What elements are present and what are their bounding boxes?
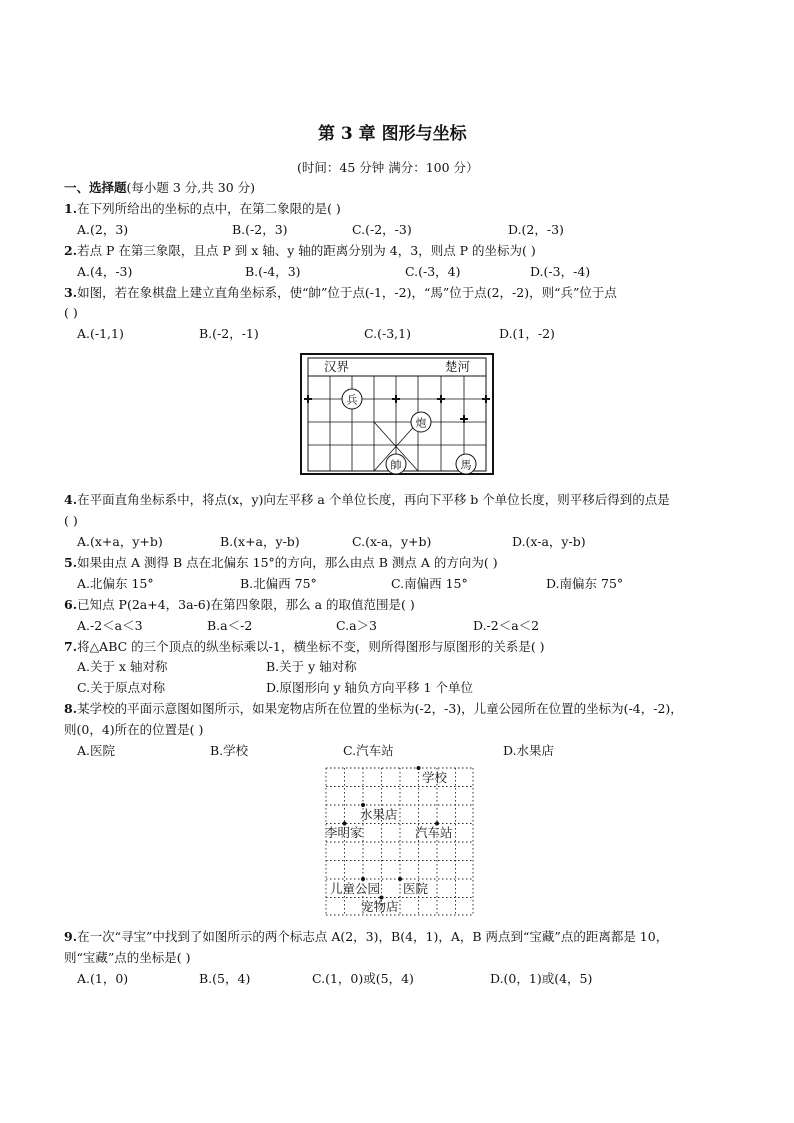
question-9	[64, 929, 668, 945]
piece-label: 炮	[415, 416, 427, 430]
question-number: 9.	[64, 929, 78, 944]
option-7a: A.关于 x 轴对称	[77, 659, 168, 674]
option-8b: B.学校	[210, 743, 249, 758]
question-text: 某学校的平面示意图如图所示，如果宠物店所在位置的坐标为(-2，-3)，儿童公园所在位置的坐标为(-4，-2)，	[77, 701, 683, 716]
question-8-line-2: 则(0，4)所在的位置是( )	[64, 722, 204, 737]
option-6b: B.a＜-2	[207, 618, 253, 633]
option-9c: C.(1，0)或(5，4)	[312, 971, 414, 986]
question-number: 8.	[64, 701, 78, 716]
option-6d: D.-2＜a＜2	[473, 618, 540, 633]
exam-info: (时间：45 分钟 满分：100 分）	[297, 160, 479, 175]
option-7c: C.关于原点对称	[77, 680, 166, 695]
location-labels	[325, 770, 453, 914]
option-4a: A.(x+a，y+b)	[77, 534, 163, 549]
label-pet-shop: 宠物店	[361, 899, 399, 914]
chess-piece-bing	[342, 389, 362, 409]
option-9b: B.(5，4)	[199, 971, 251, 986]
option-4b: B.(x+a，y-b)	[220, 534, 300, 549]
question-8	[64, 701, 683, 717]
question-5	[64, 555, 498, 571]
chess-piece-shuai	[386, 454, 406, 474]
section-title: 一、选择题	[64, 180, 127, 195]
piece-label: 兵	[346, 393, 358, 407]
option-3d: D.(1，-2)	[499, 326, 555, 341]
option-5d: D.南偏东 75°	[546, 576, 624, 591]
question-number: 5.	[64, 555, 78, 570]
option-2c: C.(-3，4)	[405, 264, 461, 279]
question-3	[64, 285, 617, 301]
question-text: 若点 P 在第三象限，且点 P 到 x 轴、y 轴的距离分别为 4，3，则点 P 的坐标为( )	[77, 243, 536, 258]
chess-piece-pao	[411, 412, 431, 432]
option-1d: D.(2，-3)	[508, 222, 564, 237]
question-number: 7.	[64, 639, 78, 654]
label-school: 学校	[422, 770, 448, 785]
question-number: 6.	[64, 597, 78, 612]
option-7d: D.原图形向 y 轴负方向平移 1 个单位	[266, 680, 473, 695]
option-1b: B.(-2，3)	[232, 222, 288, 237]
label-bus-station: 汽车站	[415, 825, 453, 840]
question-6	[64, 597, 415, 613]
option-1a: A.(2，3)	[77, 222, 129, 237]
section-heading	[64, 180, 255, 196]
piece-label: 帥	[390, 458, 402, 472]
question-number: 3.	[64, 285, 78, 300]
question-text: 如果由点 A 测得 B 点在北偏东 15°的方向，那么由点 B 测点 A 的方向为( )	[77, 555, 498, 570]
school-map-figure	[324, 766, 476, 918]
option-6a: A.-2＜a＜3	[77, 618, 143, 633]
option-2d: D.(-3，-4)	[530, 264, 591, 279]
question-text: 将△ABC 的三个顶点的纵坐标乘以-1，横坐标不变，则所得图形与原图形的关系是( )	[77, 639, 545, 654]
option-3a: A.(-1,1)	[77, 326, 124, 341]
question-2	[64, 243, 536, 259]
option-2a: A.(4，-3)	[77, 264, 133, 279]
option-6c: C.a＞3	[336, 618, 377, 633]
section-note: (每小题 3 分,共 30 分)	[126, 180, 255, 195]
question-number: 2.	[64, 243, 78, 258]
label-li-ming-home: 李明家	[325, 825, 363, 840]
question-text: 已知点 P(2a+4，3a-6)在第四象限，那么 a 的取值范围是( )	[77, 597, 415, 612]
question-text: 在平面直角坐标系中，将点(x，y)向左平移 a 个单位长度，再向下平移 b 个单位长度，则平移后得到的点是	[77, 492, 670, 507]
piece-label: 馬	[460, 458, 472, 472]
question-text: 在一次“寻宝”中找到了如图所示的两个标志点 A(2，3)，B(4，1)，A，B 两点到“宝藏”点的距离都是 10，	[77, 929, 669, 944]
option-1c: C.(-2，-3)	[352, 222, 412, 237]
option-5b: B.北偏西 75°	[240, 576, 317, 591]
question-1	[64, 201, 341, 217]
question-text: 在下列所给出的坐标的点中，在第二象限的是( )	[77, 201, 341, 216]
question-4-blank: ( )	[64, 513, 78, 528]
option-9d: D.(0，1)或(4，5)	[490, 971, 593, 986]
label-hospital: 医院	[403, 881, 429, 896]
question-number: 1.	[64, 201, 78, 216]
question-4	[64, 492, 670, 508]
label-childrens-park: 儿童公园	[330, 881, 381, 896]
option-8d: D.水果店	[503, 743, 555, 758]
chessboard-figure	[300, 353, 494, 475]
chess-piece-ma	[456, 454, 476, 474]
option-2b: B.(-4，3)	[245, 264, 301, 279]
option-3b: B.(-2，-1)	[199, 326, 259, 341]
question-text: 如图，若在象棋盘上建立直角坐标系，使“帥”位于点(-1，-2)，“馬”位于点(2，-2)，则“兵”位于点	[77, 285, 617, 300]
question-7	[64, 639, 545, 655]
option-5c: C.南偏西 15°	[391, 576, 468, 591]
option-7b: B.关于 y 轴对称	[266, 659, 357, 674]
label-fruit-shop: 水果店	[360, 807, 398, 822]
question-number: 4.	[64, 492, 78, 507]
option-4d: D.(x-a，y-b)	[512, 534, 586, 549]
river-label-right: 楚河	[445, 359, 471, 374]
river-label-left: 汉界	[324, 359, 350, 374]
option-4c: C.(x-a，y+b)	[352, 534, 432, 549]
question-9-line-2: 则“宝藏”点的坐标是( )	[64, 950, 191, 965]
option-8a: A.医院	[77, 743, 116, 758]
option-3c: C.(-3,1)	[364, 326, 411, 341]
page-title: 第 3 章 图形与坐标	[318, 124, 467, 144]
option-5a: A.北偏东 15°	[77, 576, 154, 591]
question-3-blank: ( )	[64, 305, 78, 320]
option-8c: C.汽车站	[343, 743, 394, 758]
option-9a: A.(1，0)	[77, 971, 129, 986]
